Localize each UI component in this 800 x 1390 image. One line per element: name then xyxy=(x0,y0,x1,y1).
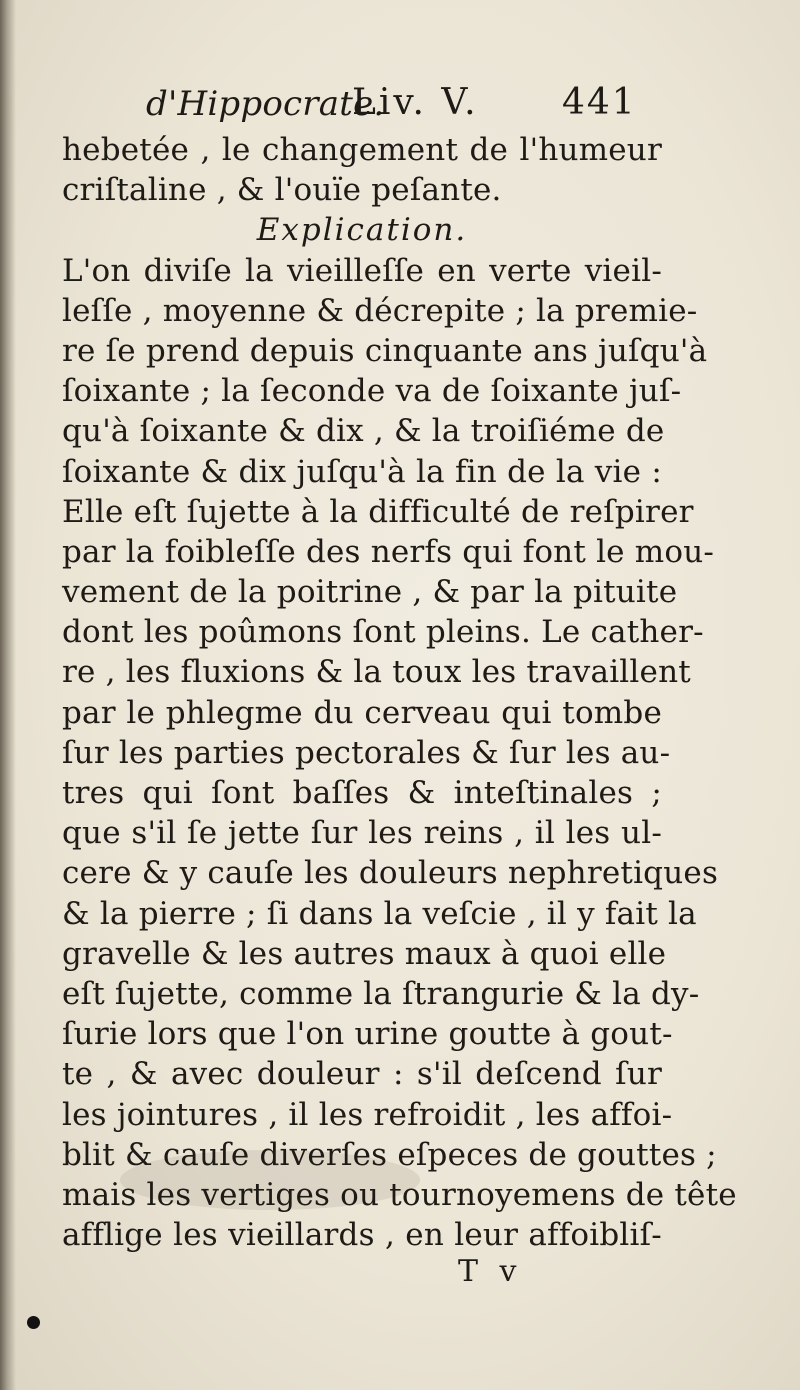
text-line: criſtaline , & l'ouïe peſante. xyxy=(62,172,502,209)
text-line: afflige les vieillards , en leur affoibliſ- xyxy=(62,1217,662,1254)
page-text-block xyxy=(62,80,737,1255)
text-line: cere & y cauſe les douleurs nephretiques xyxy=(62,855,719,892)
text-line: mais les vertiges ou tournoyemens de tête xyxy=(62,1176,737,1213)
text-line: que s'il ſe jette ſur les reins , il les ul- xyxy=(62,815,662,852)
text-line: par le phlegme du cerveau qui tombe xyxy=(62,694,662,731)
text-line: dont les poûmons ſont pleins. Le cather- xyxy=(62,614,704,651)
text-line: Elle eſt ſujette à la difficulté de reſpirer xyxy=(62,493,694,530)
text-line: ſoixante ; la ſeconde va de ſoixante juſ- xyxy=(62,373,682,410)
text-line: te , & avec douleur : s'il deſcend ſur xyxy=(62,1056,662,1093)
text-line: tres qui ſont baſſes & inteſtinales ; xyxy=(62,775,662,811)
text-line: leſſe , moyenne & décrepite ; la premie- xyxy=(62,292,698,329)
text-line: hebetée , le changement de l'humeur xyxy=(62,132,662,168)
text-line: ſur les parties pectorales & ſur les au- xyxy=(62,734,671,771)
text-line: re ſe prend depuis cinquante ans juſqu'à xyxy=(62,332,708,369)
text-line: par la foibleſſe des nerfs qui font le mou- xyxy=(62,533,715,570)
text-line: les jointures , il les refroidit , les affoi- xyxy=(62,1096,673,1133)
text-line: & la pierre ; ſi dans la veſcie , il y fait la xyxy=(62,895,697,932)
text-line: blit & cauſe diverſes eſpeces de gouttes ; xyxy=(62,1136,717,1173)
text-line: vement de la poitrine , & par la pituite xyxy=(62,574,678,611)
book-reference: Liv. V. xyxy=(352,82,479,123)
body-text xyxy=(62,130,737,1255)
text-line: ſurie lors que l'on urine goutte à gout- xyxy=(62,1016,673,1053)
binding-gutter-shadow xyxy=(0,0,16,1390)
text-line: qu'à ſoixante & dix , & la troiſiéme de xyxy=(62,413,665,450)
text-line: re , les fluxions & la toux les travaillent xyxy=(62,654,691,691)
running-title: d'Hippocrate. xyxy=(146,84,385,124)
signature-mark: T v xyxy=(458,1254,523,1289)
text-line: L'on diviſe la vieilleſſe en verte vieil- xyxy=(62,252,662,289)
text-line: ſoixante & dix juſqu'à la fin de la vie : xyxy=(62,453,662,490)
text-line: gravelle & les autres maux à quoi elle xyxy=(62,935,667,972)
section-heading: Explication. xyxy=(256,212,468,249)
text-line: eſt ſujette, comme la ſtrangurie & la dy- xyxy=(62,975,700,1012)
ink-blot xyxy=(27,1316,40,1329)
page-number: 441 xyxy=(562,82,637,123)
running-header xyxy=(62,80,662,130)
